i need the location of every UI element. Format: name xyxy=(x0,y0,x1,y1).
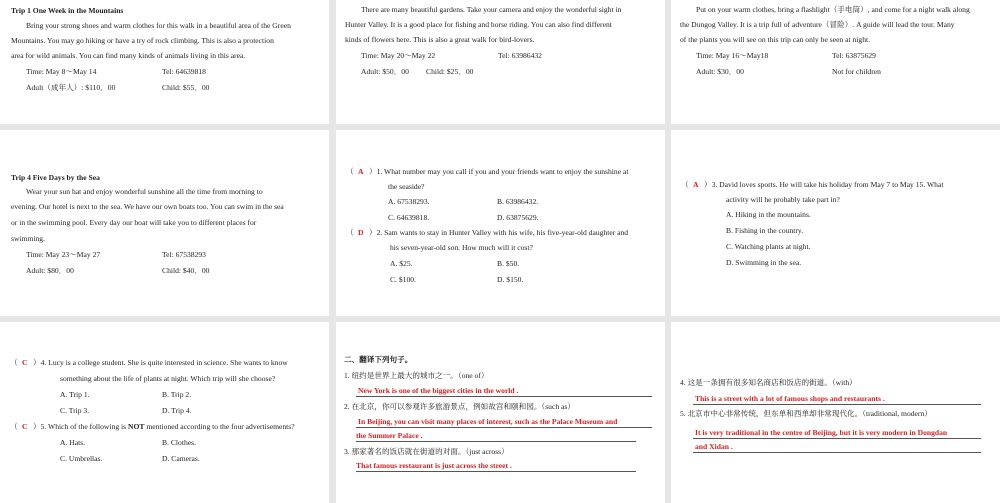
sentence-4: 4. 这是一条拥有很多知名商店和饭店的街道。（with） xyxy=(680,378,857,387)
trip1-time: Time: May 8～May 14 xyxy=(26,67,97,76)
answer-5-underline2 xyxy=(693,452,981,453)
q4-text2: something about the life of plants at night. Which trip will she choose? xyxy=(60,374,276,383)
trip4-adult: Adult: $80．00 xyxy=(26,266,74,275)
q5-text-post: mentioned according to the four advertisements? xyxy=(144,422,295,431)
q2-option-a: A. $25. xyxy=(390,259,413,268)
trip2-line1: There are many beautiful gardens. Take your camera and enjoy the wonderful sight in xyxy=(361,5,622,14)
q2-option-b: B. $50. xyxy=(497,259,520,268)
trip4-tel: Tel: 67538293 xyxy=(162,250,206,259)
q4-paren: （ xyxy=(10,358,18,367)
panel-trip4 xyxy=(0,130,329,316)
panel-trip1 xyxy=(0,0,329,124)
q4-option-a: A. Trip 1. xyxy=(60,390,90,399)
answer-5-line1: It is very traditional in the centre of Beijing, but it is very modern in Dongdan xyxy=(695,428,948,437)
q2-answer: D xyxy=(358,228,364,237)
answer-2-line2: the Summer Palace . xyxy=(356,431,423,440)
panel-translation-4-5 xyxy=(671,322,1000,503)
q2-option-d: D. $150. xyxy=(497,275,524,284)
trip2-adult: Adult: $50．00 xyxy=(361,67,409,76)
answer-2-underline2 xyxy=(356,441,636,442)
q1-text2: the seaside? xyxy=(388,182,425,191)
trip1-line2: Mountains. You may go hiking or have a try of rock climbing. This is also a protection xyxy=(11,36,274,45)
trip3-tel: Tel: 63875629 xyxy=(832,51,876,60)
q5-text-pre: ）5. Which of the following is xyxy=(33,422,128,431)
panel-questions-4-5 xyxy=(0,322,329,503)
trip2-line2: Hunter Valley. It is a good place for fishing and horse riding. You can also find different xyxy=(345,20,612,29)
trip3-line1: Put on your warm clothes, bring a flashlight（手电筒）, and come for a night walk along xyxy=(696,5,970,14)
q3-answer: A xyxy=(693,180,699,189)
q5-option-d: D. Cameras. xyxy=(162,454,200,463)
q4-option-c: C. Trip 3. xyxy=(60,406,90,415)
q5-option-b: B. Clothes. xyxy=(162,438,196,447)
trip4-title: Trip 4 Five Days by the Sea xyxy=(11,173,100,182)
q3-text: ）3. David loves sports. He will take his holiday from May 7 to May 15. What xyxy=(704,180,944,189)
q5-not: NOT xyxy=(127,422,145,431)
panel-questions-1-2 xyxy=(336,130,665,316)
q4-answer: C xyxy=(22,358,28,367)
translation-heading: 二、翻译下列句子。 xyxy=(344,355,413,364)
trip1-tel: Tel: 64639818 xyxy=(162,67,206,76)
q3-option-c: C. Watching plants at night. xyxy=(726,242,811,251)
sentence-3: 3. 那家著名的饭店就在街道的对面。（just across） xyxy=(344,447,509,456)
answer-4: This is a street with a lot of famous shops and restaurants . xyxy=(695,394,885,403)
q3-option-a: A. Hiking in the mountains. xyxy=(726,210,811,219)
q1-option-a: A. 67538293. xyxy=(388,197,430,206)
trip4-line3: or in the swimming pool. Every day our boat will take you to different places for xyxy=(11,218,257,227)
trip1-child: Child: $55．00 xyxy=(162,83,210,92)
answer-2-line1: In Beijing, you can visit many places of interest, such as the Palace Museum and xyxy=(358,417,618,426)
trip4-child: Child: $40．00 xyxy=(162,266,210,275)
trip1-line1: Bring your strong shoes and warm clothes for this walk in a beautiful area of the Green xyxy=(26,21,291,30)
sentence-2: 2. 在北京，你可以参观许多旅游景点，例如故宫和颐和园。（such as） xyxy=(344,402,575,411)
sentence-5: 5. 北京市中心非常传统，但东单和西单却非常现代化。（traditional, modern） xyxy=(680,409,932,418)
trip1-title: Trip 1 One Week in the Mountains xyxy=(11,6,124,15)
trip1-line3: area for wild animals. You can find many kinds of animals living in this area. xyxy=(11,51,246,60)
q5-option-a: A. Hats. xyxy=(60,438,86,447)
trip2-tel: Tel: 63986432 xyxy=(498,51,542,60)
panel-trip2 xyxy=(336,0,665,124)
trip3-adult: Adult: $30．00 xyxy=(696,67,744,76)
q4-option-b: B. Trip 2. xyxy=(162,390,192,399)
q2-paren: （ xyxy=(346,228,354,237)
trip2-time: Time: May 20～May 22 xyxy=(361,51,436,60)
answer-1: New York is one of the biggest cities in the world . xyxy=(358,386,519,395)
q2-text2: his seven-year-old son. How much will it cost? xyxy=(390,243,533,252)
answer-3-underline xyxy=(356,471,636,472)
answer-3: That famous restaurant is just across the street . xyxy=(356,461,512,470)
trip3-child: Not for children xyxy=(832,67,881,76)
trip1-adult: Adult（成年人）: $110．00 xyxy=(26,83,116,92)
answer-4-underline xyxy=(693,404,981,405)
q1-option-c: C. 64639818. xyxy=(388,213,430,222)
q1-option-d: D. 63875629. xyxy=(497,213,539,222)
answer-1-underline xyxy=(356,396,652,397)
q5-paren: （ xyxy=(10,422,18,431)
panel-trip3 xyxy=(671,0,1000,124)
trip4-line1: Wear your sun hat and enjoy wonderful sunshine all the time from morning to xyxy=(26,187,263,196)
q1-option-b: B. 63986432. xyxy=(497,197,539,206)
trip2-child: Child: $25．00 xyxy=(426,67,474,76)
q5-text xyxy=(33,422,295,432)
trip3-line2: the Dungog Valley. It is a trip full of adventure（冒险）. A guide will lead the tour. Many xyxy=(680,20,955,29)
trip4-line4: swimming. xyxy=(11,234,45,243)
trip3-time: Time: May 16～May18 xyxy=(696,51,769,60)
panel-translation-1-3 xyxy=(336,322,665,503)
answer-5-underline1 xyxy=(693,438,981,439)
q1-paren: （ xyxy=(346,167,354,176)
trip2-line3: kinds of flowers here. This is also a great walk for bird-lovers. xyxy=(345,35,535,44)
q2-option-c: C. $100. xyxy=(390,275,416,284)
trip4-time: Time: May 23～May 27 xyxy=(26,250,101,259)
panel-question-3 xyxy=(671,130,1000,316)
q1-answer: A xyxy=(358,167,364,176)
q3-paren: （ xyxy=(681,180,689,189)
q5-option-c: C. Umbrellas. xyxy=(60,454,103,463)
sentence-1: 1. 纽约是世界上最大的城市之一。（one of） xyxy=(344,371,489,380)
q3-option-b: B. Fishing in the country. xyxy=(726,226,804,235)
q3-option-d: D. Swimming in the sea. xyxy=(726,258,802,267)
trip3-line3: of the plants you will see on this trip can only be seen at night. xyxy=(680,35,871,44)
q5-answer: C xyxy=(22,422,28,431)
q4-option-d: D. Trip 4. xyxy=(162,406,192,415)
q2-text: ）2. Sam wants to stay in Hunter Valley with his wife, his five-year-old daughter and xyxy=(369,228,629,237)
q3-text2: activity will he probably take part in? xyxy=(726,195,840,204)
q4-text: ）4. Lucy is a college student. She is quite interested in science. She wants to know xyxy=(33,358,288,367)
q1-text: ）1. What number may you call if you and your friends want to enjoy the sunshine at xyxy=(369,167,629,176)
answer-2-underline1 xyxy=(356,427,652,428)
trip4-line2: evening. Our hotel is next to the sea. We have our own boats too. You can swim in the sea xyxy=(11,202,284,211)
answer-5-line2: and Xidan . xyxy=(695,442,733,451)
